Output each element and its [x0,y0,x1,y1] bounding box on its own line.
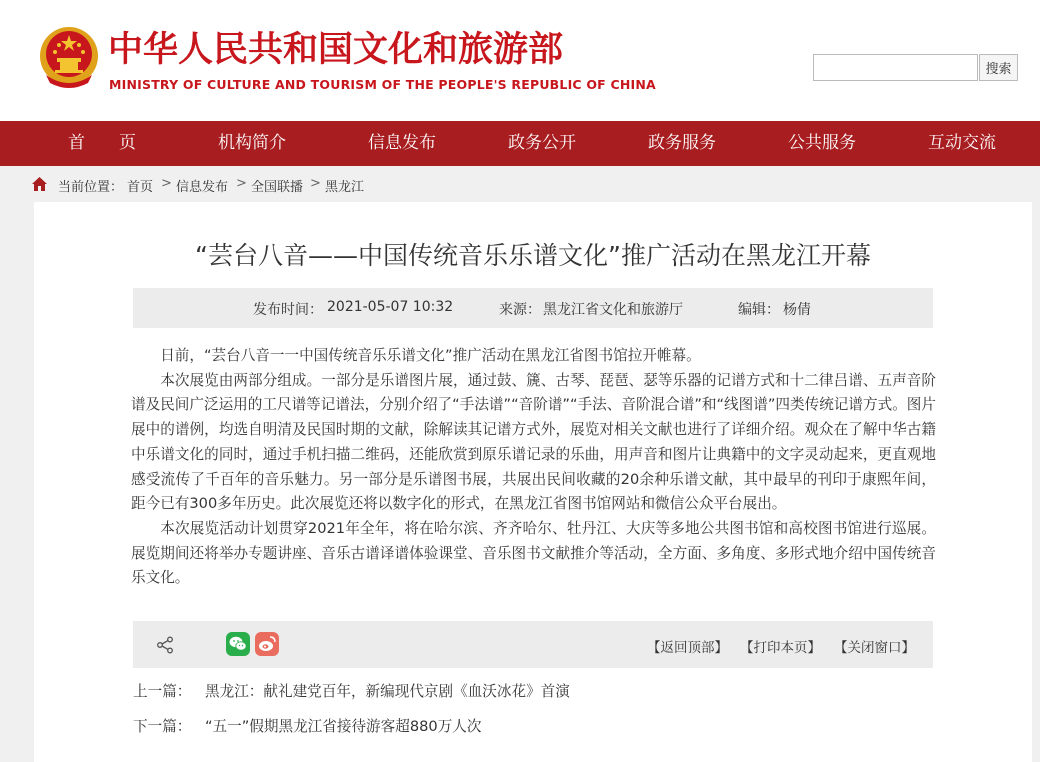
prev-article-link[interactable]: 黑龙江：献礼建党百年，新编现代京剧《血沃冰花》首演 [205,683,570,700]
editor: 杨倩 [783,302,811,318]
nav-item-news[interactable]: 信息发布 [368,133,436,153]
breadcrumb-item-national[interactable]: 全国联播 [251,180,304,195]
nav-item-home[interactable]: 首 页 [68,133,136,153]
main-nav [0,121,1040,166]
search-button[interactable]: 搜索 [979,54,1018,81]
article-container [34,202,1032,762]
share-icon[interactable] [156,636,174,654]
prev-article-label: 上一篇： [133,683,192,700]
breadcrumb-label: 当前位置： [58,180,124,195]
nav-item-government-affairs[interactable]: 政务公开 [508,133,576,153]
publish-time: 2021-05-07 10:32 [327,299,454,315]
site-title[interactable]: 中华人民共和国文化和旅游部 [108,30,564,70]
share-bar [133,621,933,668]
publish-time-label: 发布时间： [253,302,323,318]
next-article [133,715,481,736]
breadcrumb-separator: > [310,176,321,191]
next-article-label: 下一篇： [133,718,192,735]
article-meta [133,288,933,328]
weibo-icon[interactable] [255,632,279,656]
next-article-link[interactable]: “五一”假期黑龙江省接待游客超880万人次 [205,718,482,735]
editor-label: 编辑： [738,302,780,318]
nav-item-interaction[interactable]: 互动交流 [928,133,996,153]
article-paragraph: 日前，“芸台八音一一中国传统音乐乐谱文化”推广活动在黑龙江省图书馆拉开帷幕。 [160,347,701,364]
breadcrumb-item-home[interactable]: 首页 [127,180,154,195]
article-paragraph: 本次展览活动计划贯穿2021年全年，将在哈尔滨、齐齐哈尔、牡丹江、大庆等多地公共图书馆和高校图书馆进行巡展。展览期间还将举办专题讲座、音乐古谱译谱体验课堂、音乐图书文献推介等活动，全方面、多角度、多形式地介绍中国传统音乐文化。 [131,519,936,587]
site-header [0,0,1040,121]
close-window-button[interactable]: 【关闭窗口】 [834,640,915,656]
breadcrumb [0,166,1040,202]
source-label: 来源： [499,302,541,318]
breadcrumb-item-heilongjiang[interactable]: 黑龙江 [325,180,365,195]
article-paragraph: 本次展览由两部分组成。一部分是乐谱图片展，通过鼓、篪、古琴、琵琶、瑟等乐器的记谱方式和十二律吕谱、五声音阶谱及民间广泛运用的工尺谱等记谱法，分别介绍了“手法谱”“音阶谱”“手法、音阶混合谱”和“线图谱”四类传统记谱方式。图片展中的谱例，均选自明清及民国时期的文献，除解读其记谱方式外，展览对相关文献也进行了详细介绍。观众在了解中华古籍中乐谱文化的同时，通过手机扫描二维码，还能欣赏到原乐谱记录的乐曲，用声音和图片让典籍中的文字灵动起来，更直观地感受流传了千百年的音乐魅力。另一部分是乐谱图书展，共展出民间收藏的20余种乐谱文献，其中最早的刊印于康熙年间，距今已有300多年历史。此次展览还将以数字化的形式，在黑龙江省图书馆网站和微信公众平台展出。 [131,371,936,513]
breadcrumb-separator: > [161,176,172,191]
article-title: “芸台八音——中国传统音乐乐谱文化”推广活动在黑龙江开幕 [195,241,871,270]
back-to-top-button[interactable]: 【返回顶部】 [647,640,728,656]
nav-item-about[interactable]: 机构简介 [218,133,286,153]
source: 黑龙江省文化和旅游厅 [543,302,683,318]
home-icon [32,177,47,191]
search-input[interactable] [813,54,978,81]
site-subtitle: MINISTRY OF CULTURE AND TOURISM OF THE PEOPLE'S REPUBLIC OF CHINA [109,77,656,92]
breadcrumb-separator: > [236,176,247,191]
national-emblem-icon[interactable] [38,25,100,89]
wechat-icon[interactable] [226,632,250,656]
nav-item-government-services[interactable]: 政务服务 [648,133,716,153]
article-body [131,344,936,591]
nav-item-public-services[interactable]: 公共服务 [788,133,856,153]
print-button[interactable]: 【打印本页】 [740,640,821,656]
breadcrumb-item-news[interactable]: 信息发布 [176,180,229,195]
prev-article [133,680,570,701]
